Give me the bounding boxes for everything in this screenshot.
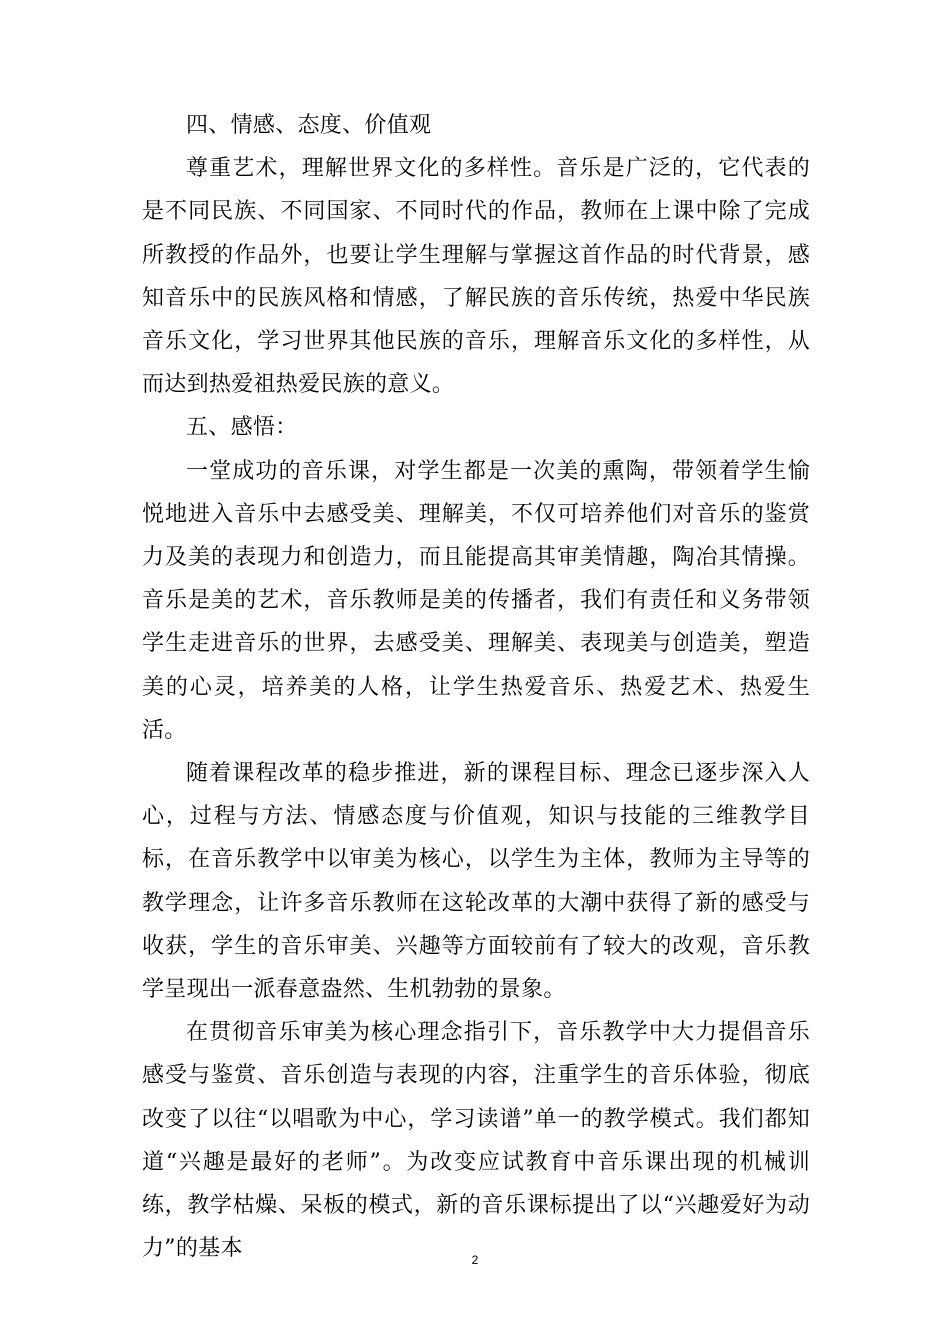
section-heading-emotion-attitude-values: 四、情感、态度、价值观 bbox=[186, 113, 432, 138]
paragraph-successful-music-class: 一堂成功的音乐课，对学生都是一次美的熏陶，带领着学生愉悦地进入音乐中去感受美、理解美，不仅可培养他们对音乐的鉴赏力及美的表现力和创造力，而且能提高其审美情趣，陶冶其情操。音乐是美的艺术，音乐教师是美的传播者，我们有责任和义务带领学生走进音乐的世界，去感受美、理解美、表现美与创造美，塑造美的心灵，培养美的人格，让学生热爱音乐、热爱艺术、热爱生活。 bbox=[142, 458, 810, 743]
section-heading-reflection: 五、感悟： bbox=[186, 415, 298, 441]
paragraph-curriculum-reform: 随着课程改革的稳步推进，新的课程目标、理念已逐步深入人心，过程与方法、情感态度与价值观，知识与技能的三维教学目标，在音乐教学中以审美为核心，以学生为主体，教师为主导等的教学理念，让许多音乐教师在这轮改革的大潮中获得了新的感受与收获，学生的音乐审美、兴趣等方面较前有了较大的改观，音乐教学呈现出一派春意盎然、生机勃勃的景象。 bbox=[142, 761, 810, 1003]
body-text bbox=[142, 104, 810, 1270]
paragraph-respect-art: 尊重艺术，理解世界文化的多样性。音乐是广泛的，它代表的是不同民族、不同国家、不同时代的作品，教师在上课中除了完成所教授的作品外，也要让学生理解与掌握这首作品的时代背景，感知音乐中的民族风格和情感，了解民族的音乐传统，热爱中华民族音乐文化，学习世界其他民族的音乐，理解音乐文化的多样性，从而达到热爱祖热爱民族的意义。 bbox=[142, 156, 810, 398]
paragraph-aesthetic-core: 在贯彻音乐审美为核心理念指引下，音乐教学中大力提倡音乐感受与鉴赏、音乐创造与表现的内容，注重学生的音乐体验，彻底改变了以往“以唱歌为中心，学习读谱”单一的教学模式。我们都知道“兴趣是最好的老师”。为改变应试教育中音乐课出现的机械训练，教学枯燥、呆板的模式，新的音乐课标提出了以“兴趣爱好为动力”的基本 bbox=[142, 1020, 810, 1262]
page-number: 2 bbox=[471, 1253, 479, 1267]
